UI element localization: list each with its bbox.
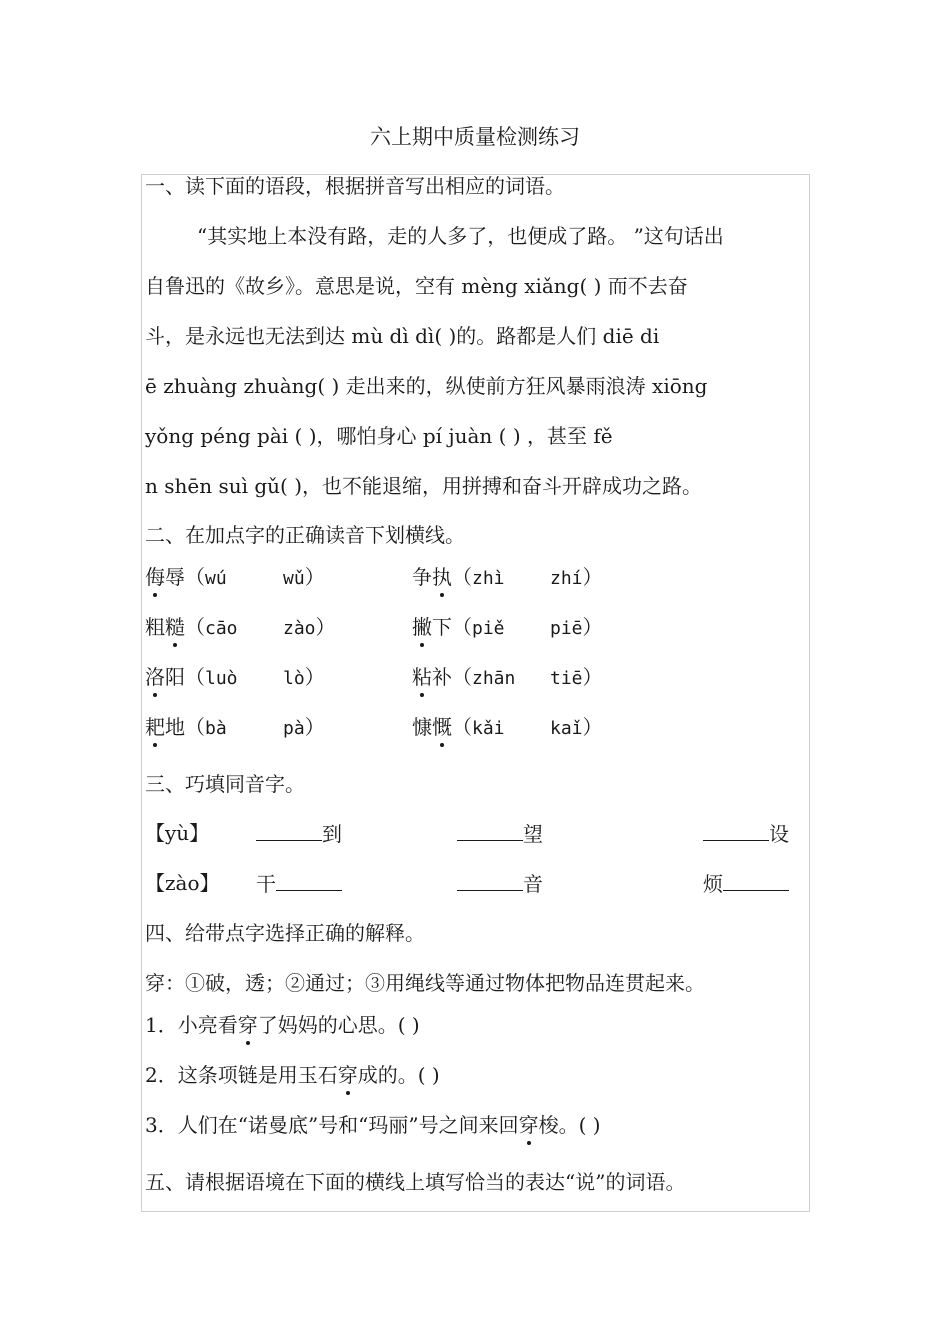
homophone-word: 烦 — [703, 872, 723, 896]
pinyin-option[interactable]: zhí — [550, 568, 583, 589]
char: 洛 — [145, 665, 165, 689]
paren: （ — [185, 715, 205, 739]
pronunciation-item — [145, 564, 325, 592]
section-2-heading: 二、在加点字的正确读音下划横线。 — [145, 523, 465, 547]
homophone-item — [256, 870, 342, 897]
pronunciation-item — [412, 614, 603, 642]
fill-blank[interactable] — [703, 820, 769, 841]
pinyin-option[interactable]: lò — [283, 668, 305, 689]
homophone-item — [457, 870, 543, 897]
question-3: 3．人们在“诺曼底”号和“玛丽”号之间来回穿梭。( ) — [145, 1113, 601, 1137]
homophone-word: 设 — [769, 822, 789, 846]
pinyin-option[interactable]: wǔ — [283, 568, 305, 589]
word — [145, 715, 185, 739]
pronunciation-item — [412, 564, 603, 592]
paren: ） — [582, 665, 603, 689]
dotted-char: 穿 — [337, 1063, 358, 1087]
pronunciation-item — [145, 714, 325, 742]
word — [145, 665, 185, 689]
pronunciation-item — [412, 664, 603, 692]
dotted-char: 穿 — [237, 1013, 258, 1037]
char: 辱 — [165, 565, 185, 589]
pinyin-option[interactable]: cāo — [205, 618, 238, 639]
pinyin-option[interactable]: zhān — [472, 668, 516, 689]
homophone-item — [256, 820, 342, 847]
paren: （ — [185, 615, 205, 639]
pinyin-option[interactable]: bà — [205, 718, 227, 739]
char: 粗 — [145, 615, 165, 639]
char: 撇 — [412, 615, 432, 639]
question-1: 1．小亮看穿了妈妈的心思。( ) — [145, 1013, 420, 1037]
homophone-word: 音 — [523, 872, 543, 896]
paren: （ — [452, 715, 472, 739]
section-1-heading: 一、读下面的语段，根据拼音写出相应的词语。 — [145, 174, 565, 198]
passage-line-6: n shēn suì gǔ( )，也不能退缩，用拼搏和奋斗开辟成功之路。 — [145, 474, 703, 498]
pinyin-option[interactable]: piě — [472, 618, 505, 639]
char: 粘 — [412, 665, 432, 689]
section-3-heading: 三、巧填同音字。 — [145, 772, 305, 796]
pinyin-option[interactable]: kaǐ — [550, 718, 583, 739]
paren: （ — [452, 615, 472, 639]
char: 慷 — [412, 715, 432, 739]
fill-blank[interactable] — [723, 870, 789, 891]
paren: ） — [304, 665, 325, 689]
paren: ） — [582, 715, 603, 739]
word — [145, 615, 185, 639]
paren: ） — [304, 715, 325, 739]
word — [412, 565, 452, 589]
page-title: 六上期中质量检测练习 — [370, 125, 580, 149]
word — [412, 715, 452, 739]
homophone-item — [703, 870, 789, 897]
fill-blank[interactable] — [457, 820, 523, 841]
homophone-word: 望 — [523, 822, 543, 846]
pinyin-option[interactable]: kǎi — [472, 718, 505, 739]
char: 执 — [432, 565, 452, 589]
homophone-word: 干 — [256, 872, 276, 896]
fill-blank[interactable] — [256, 820, 322, 841]
section-4-heading: 四、给带点字选择正确的解释。 — [145, 921, 425, 945]
word — [412, 615, 452, 639]
pronunciation-item — [145, 664, 325, 692]
char: 阳 — [165, 665, 185, 689]
pinyin-option[interactable]: zào — [283, 618, 316, 639]
char: 耙 — [145, 715, 165, 739]
passage-line-1: “其实地上本没有路，走的人多了，也便成了路。 ”这句话出 — [197, 224, 724, 248]
pinyin-option[interactable]: pà — [283, 718, 305, 739]
paren: （ — [185, 665, 205, 689]
passage-line-2: 自鲁迅的《故乡》。意思是说，空有 mèng xiǎng( ) 而不去奋 — [145, 274, 688, 298]
passage-line-4: ē zhuàng zhuàng( ) 走出来的，纵使前方狂风暴雨浪涛 xiōng — [145, 374, 708, 398]
paren: ） — [304, 565, 325, 589]
section-5-heading: 五、请根据语境在下面的横线上填写恰当的表达“说”的词语。 — [145, 1170, 686, 1194]
char: 糙 — [165, 615, 185, 639]
homophone-item — [703, 820, 789, 847]
pinyin-option[interactable]: tiē — [550, 668, 583, 689]
fill-blank[interactable] — [276, 870, 342, 891]
dotted-char: 穿 — [518, 1113, 539, 1137]
char: 补 — [432, 665, 452, 689]
paren: ） — [315, 615, 336, 639]
homophone-label-zao: 【zào】 — [145, 871, 220, 895]
pronunciation-item — [145, 614, 336, 642]
char: 下 — [432, 615, 452, 639]
pinyin-option[interactable]: wú — [205, 568, 227, 589]
question-2: 2．这条项链是用玉石穿成的。( ) — [145, 1063, 440, 1087]
paren: ） — [582, 565, 603, 589]
char: 争 — [412, 565, 432, 589]
char: 慨 — [432, 715, 452, 739]
pinyin-option[interactable]: luò — [205, 668, 238, 689]
pinyin-option[interactable]: piē — [550, 618, 583, 639]
paren: （ — [452, 665, 472, 689]
homophone-item — [457, 820, 543, 847]
paren: ） — [582, 615, 603, 639]
paren: （ — [452, 565, 472, 589]
pinyin-option[interactable]: zhì — [472, 568, 505, 589]
word — [145, 565, 185, 589]
char: 侮 — [145, 565, 165, 589]
fill-blank[interactable] — [457, 870, 523, 891]
homophone-label-yu: 【yù】 — [145, 821, 210, 845]
definition-line: 穿：①破，透；②通过；③用绳线等通过物体把物品连贯起来。 — [145, 971, 705, 995]
passage-line-5: yǒng péng pài ( )，哪怕身心 pí juàn ( ) ，甚至 fě — [145, 424, 613, 448]
char: 地 — [165, 715, 185, 739]
passage-line-3: 斗，是永远也无法到达 mù dì dì( )的。路都是人们 diē di — [145, 324, 660, 348]
word — [412, 665, 452, 689]
homophone-word: 到 — [322, 822, 342, 846]
paren: （ — [185, 565, 205, 589]
pronunciation-item — [412, 714, 603, 742]
